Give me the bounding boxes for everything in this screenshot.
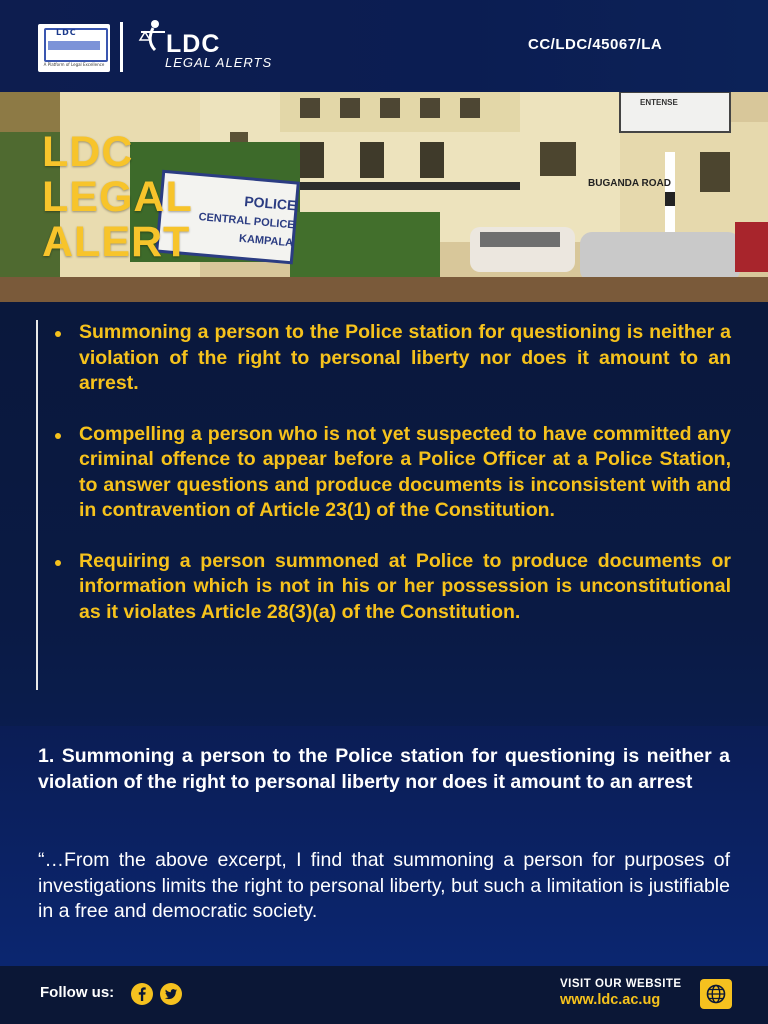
- brand-title: LDC: [166, 30, 221, 58]
- bullet-icon: [55, 331, 61, 337]
- header-bar: [0, 0, 768, 92]
- list-item: [79, 549, 738, 626]
- website-link[interactable]: www.ldc.ac.ug: [560, 992, 661, 1008]
- police-sign-line: CENTRAL POLICE: [198, 211, 296, 232]
- detail-section: [0, 726, 768, 966]
- building-sign: ENTENSE: [640, 98, 678, 107]
- police-station-photo: [0, 92, 768, 302]
- key-point-text: Compelling a person who is not yet suspected to have committed any criminal offence to appear before a Police Officer at a Police Station, to answer questions and produce documents is inconsistent with and in contravention of Article 23(1) of the Constitution.: [79, 422, 731, 521]
- follow-label: Follow us:: [40, 984, 115, 1001]
- list-item: [79, 320, 738, 397]
- title-line: ALERT: [42, 218, 191, 266]
- bullet-icon: [55, 560, 61, 566]
- header-divider: [120, 22, 123, 72]
- list-item: [79, 422, 738, 524]
- police-sign: [168, 187, 297, 250]
- police-sign-line: KAMPALA: [238, 232, 294, 250]
- facebook-icon[interactable]: [131, 983, 153, 1005]
- title-line: LDC: [42, 128, 134, 176]
- globe-icon[interactable]: [700, 979, 732, 1009]
- police-sign-line: POLICE: [243, 193, 298, 214]
- twitter-icon[interactable]: [160, 983, 182, 1005]
- section-heading: 1. Summoning a person to the Police station for questioning is neither a violation of the right to personal liberty nor does it amount to an arrest: [38, 745, 730, 793]
- reference-number: CC/LDC/45067/LA: [528, 36, 663, 53]
- title-line: LEGAL: [42, 173, 193, 221]
- key-point-text: Summoning a person to the Police station for questioning is neither a violation of the right to personal liberty nor does it amount to an arrest.: [79, 321, 731, 394]
- key-points: [36, 320, 738, 690]
- brand-subtitle: LEGAL ALERTS: [165, 55, 273, 70]
- ldc-crest-logo: [38, 24, 110, 72]
- section-quote: “…From the above excerpt, I find that summoning a person for purposes of investigations limits the right to personal liberty, but such a limitation is justifiable in a free and democratic society.: [38, 849, 730, 922]
- key-points-list: [38, 320, 738, 625]
- key-point-text: Requiring a person summoned at Police to produce documents or information which is not in his or her possession is unconstitutional as it violates Article 28(3)(a) of the Constitution.: [79, 549, 731, 623]
- crest-tagline: A Platform of Legal Excellence: [43, 62, 105, 67]
- bullet-icon: [55, 433, 61, 439]
- footer-bar: [0, 966, 768, 1024]
- visit-website-label: VISIT OUR WEBSITE: [560, 978, 682, 990]
- road-sign: BUGANDA ROAD: [588, 178, 671, 189]
- crest-letters: LDC: [56, 28, 77, 37]
